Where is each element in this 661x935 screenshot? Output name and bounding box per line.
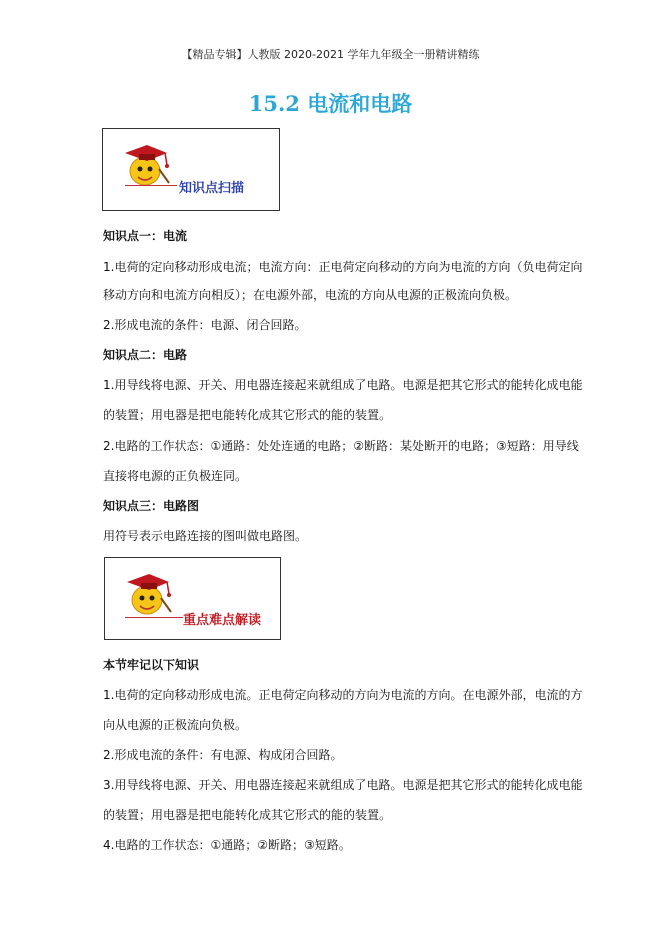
- paragraph-line: 1.用导线将电源、开关、用电器连接起来就组成了电路。电源是把其它形式的能转化成电能: [103, 378, 583, 392]
- banner-underline: [125, 617, 183, 618]
- paragraph-line: 2.形成电流的条件：电源、闭合回路。: [103, 318, 307, 332]
- paragraph-line: 直接将电源的正负极连同。: [103, 469, 248, 483]
- paragraph-line: 1.电荷的定向移动形成电流。正电荷定向移动的方向为电流的方向。在电源外部，电流的方: [103, 688, 583, 702]
- page-header: 【精品专辑】人教版 2020-2021 学年九年级全一册精讲精练: [181, 48, 480, 61]
- section-heading: 本节牢记以下知识: [103, 658, 200, 672]
- paragraph-line: 移动方向和电流方向相反）；在电源外部，电流的方向从电源的正极流向负极。: [103, 288, 518, 302]
- knowledge-scan-banner: [102, 128, 280, 211]
- banner-label: 知识点扫描: [179, 181, 245, 196]
- graduate-mascot-icon: [121, 568, 173, 616]
- page-title: 15.2 电流和电路: [248, 91, 413, 116]
- section-heading: 知识点二：电路: [103, 348, 188, 362]
- section-heading: 知识点三：电路图: [103, 499, 200, 513]
- banner-label: 重点难点解读: [183, 613, 262, 628]
- paragraph-line: 2.电路的工作状态：①通路：处处连通的电路；②断路：某处断开的电路；③短路：用导线: [103, 439, 579, 453]
- section-heading: 知识点一：电流: [103, 229, 188, 243]
- graduate-mascot-icon: [119, 139, 171, 187]
- paragraph-line: 向从电源的正极流向负极。: [103, 718, 248, 732]
- banner-underline: [125, 185, 177, 186]
- paragraph-line: 的装置；用电器是把电能转化成其它形式的能的装置。: [103, 408, 392, 422]
- paragraph-line: 2.形成电流的条件：有电源、构成闭合回路。: [103, 748, 343, 762]
- paragraph-line: 的装置；用电器是把电能转化成其它形式的能的装置。: [103, 808, 392, 822]
- paragraph-line: 3.用导线将电源、开关、用电器连接起来就组成了电路。电源是把其它形式的能转化成电能: [103, 778, 583, 792]
- paragraph-line: 4.电路的工作状态：①通路；②断路；③短路。: [103, 838, 351, 852]
- key-points-banner: [104, 557, 281, 640]
- paragraph-line: 1.电荷的定向移动形成电流；电流方向：正电荷定向移动的方向为电流的方向（负电荷定向: [103, 260, 583, 274]
- paragraph-line: 用符号表示电路连接的图叫做电路图。: [103, 529, 308, 543]
